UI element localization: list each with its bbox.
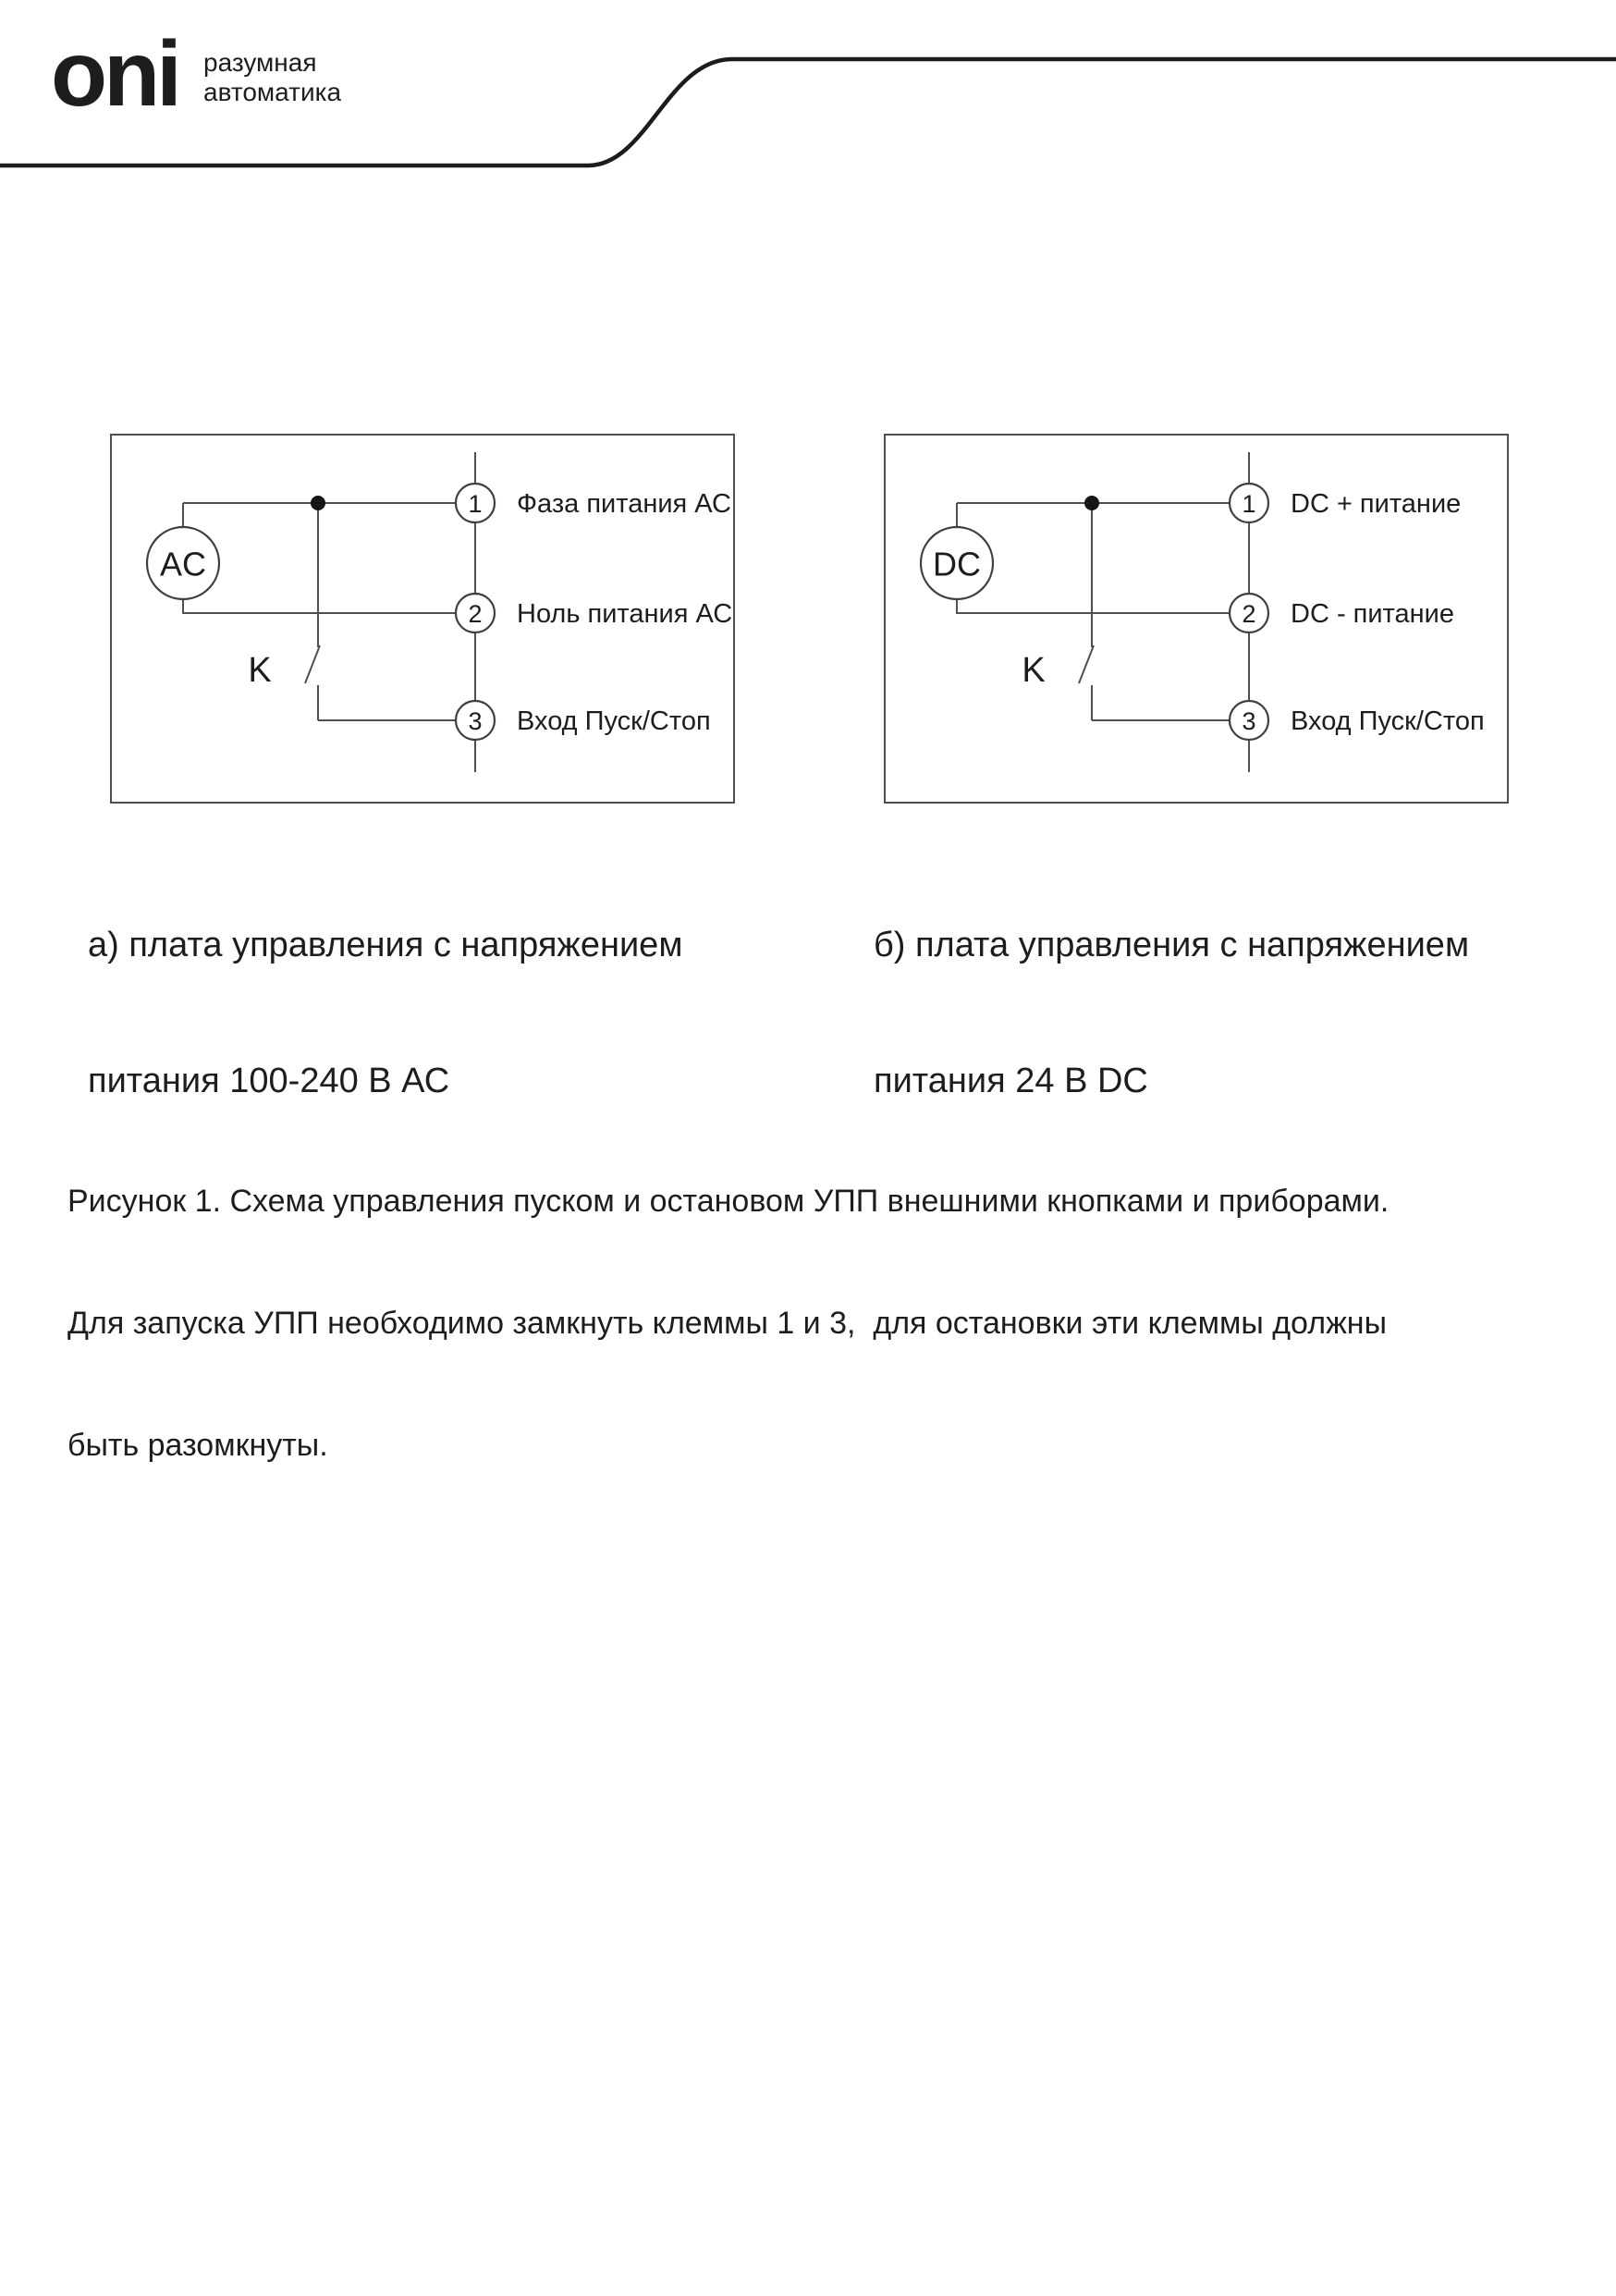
oni-logo: oni <box>51 22 178 126</box>
description-line-2: Для запуска УПП необходимо замкнуть клеммы 1 и 3, для остановки эти клеммы должны <box>67 1306 1388 1341</box>
terminal-label-2: Ноль питания АС <box>517 599 733 629</box>
terminal-number-1: 1 <box>468 490 483 518</box>
figure-description <box>67 1099 1547 1547</box>
terminal-number-3: 3 <box>1242 707 1256 735</box>
terminal-label-1: Фаза питания АС <box>517 489 731 519</box>
terminal-label-1: DC + питание <box>1291 489 1462 519</box>
junction-dot <box>1084 496 1099 510</box>
description-line-3: быть разомкнуты. <box>67 1428 328 1463</box>
terminal-number-2: 2 <box>468 600 483 628</box>
junction-dot <box>311 496 325 510</box>
terminal-label-3: Вход Пуск/Стоп <box>517 706 711 736</box>
caption-b-line-1: б) плата управления с напряжением <box>874 926 1470 964</box>
caption-b-line-2: питания 24 В DC <box>874 1062 1148 1100</box>
diagram-dc <box>884 434 1509 804</box>
switch-blade <box>1079 645 1094 683</box>
switch-label: K <box>1022 651 1046 690</box>
terminal-number-3: 3 <box>468 707 483 735</box>
source-label: AC <box>159 545 207 583</box>
terminal-label-2: DC - питание <box>1291 599 1454 629</box>
diagram-ac <box>110 434 735 804</box>
description-line-1: Рисунок 1. Схема управления пуском и остановом УПП внешними кнопками и приборами. <box>67 1184 1390 1219</box>
terminal-number-2: 2 <box>1242 600 1256 628</box>
logo-tagline <box>203 48 341 107</box>
tagline-line-1: разумная <box>203 48 317 77</box>
switch-label: K <box>248 651 272 690</box>
tagline-line-2: автоматика <box>203 78 342 106</box>
terminal-label-3: Вход Пуск/Стоп <box>1291 706 1485 736</box>
switch-blade <box>305 645 320 683</box>
terminal-number-1: 1 <box>1242 490 1256 518</box>
caption-a-line-2: питания 100-240 В АС <box>88 1062 450 1100</box>
source-label: DC <box>933 545 981 583</box>
caption-a-line-1: а) плата управления с напряжением <box>88 926 683 964</box>
